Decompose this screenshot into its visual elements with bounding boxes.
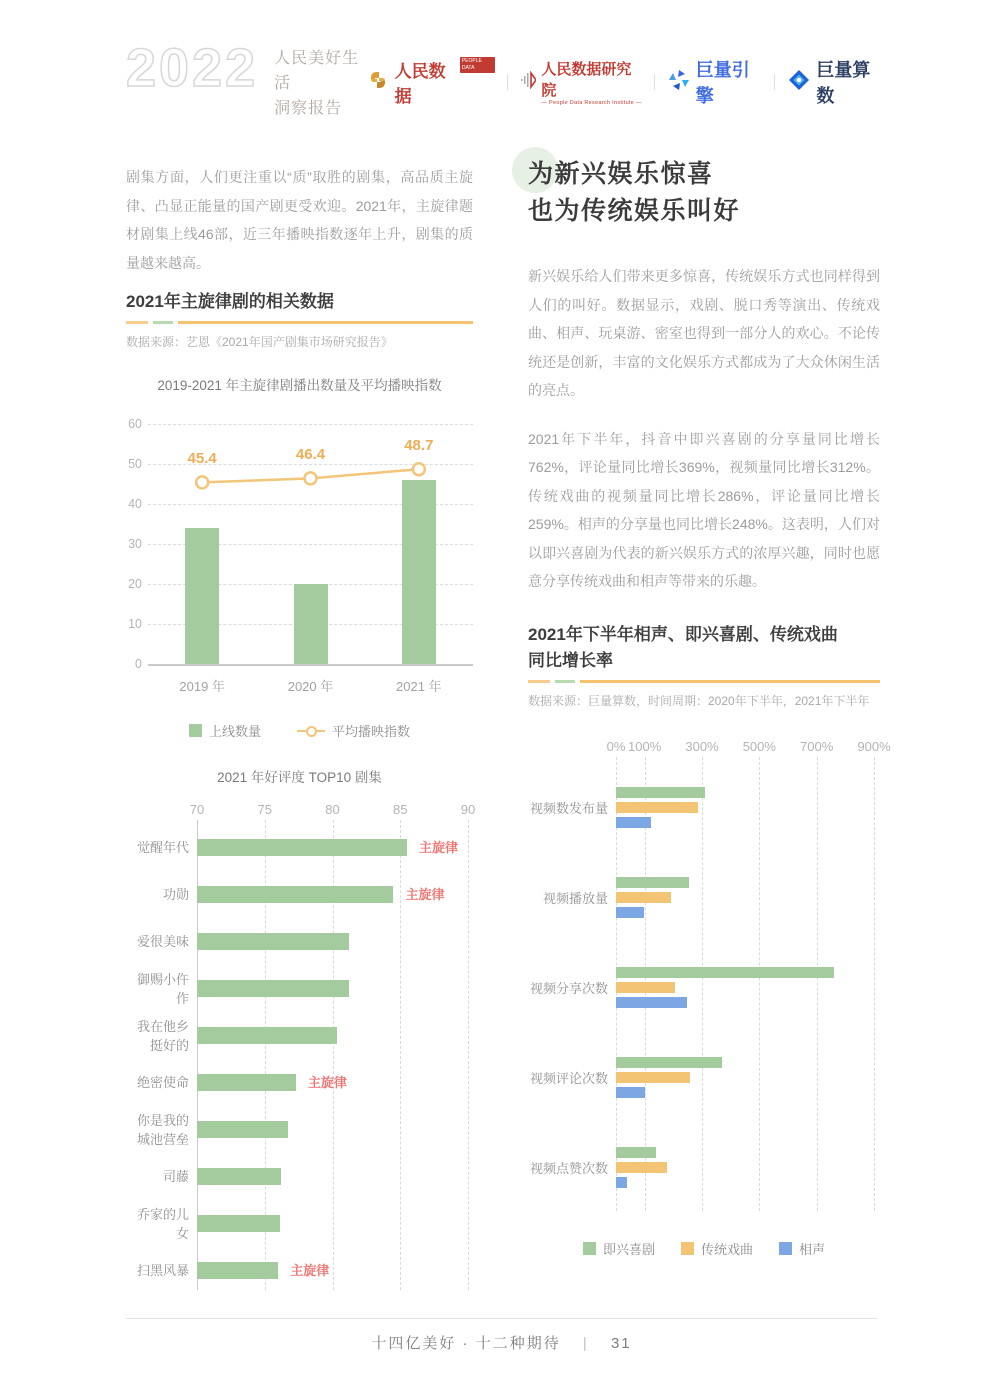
bar-track	[197, 1215, 468, 1232]
category-label: 觉醒年代	[136, 840, 189, 855]
category-label: 你是我的 城池营垒	[136, 1112, 189, 1147]
table-row	[528, 853, 880, 943]
top10-chart-title: 2021 年好评度 TOP10 剧集	[217, 770, 382, 785]
footer-divider: |	[582, 1335, 589, 1352]
line-value-label: 45.4	[187, 450, 217, 468]
bar-track	[197, 1027, 468, 1044]
bar	[616, 817, 651, 828]
bar	[616, 787, 705, 798]
research-institute-subtext: — People Data Research Institute —	[541, 100, 642, 106]
bar	[197, 933, 349, 950]
bar-track	[197, 980, 468, 997]
combo-chart-body	[128, 417, 473, 671]
bar	[616, 877, 689, 888]
underline-segment	[178, 321, 473, 324]
x-tick-label: 700%	[800, 738, 834, 754]
legend-label: 平均播映指数	[332, 724, 411, 739]
x-tick-label: 85	[393, 802, 408, 817]
y-tick-label: 0	[135, 657, 142, 671]
juliang-suanshu-label: 巨量算数	[816, 60, 871, 106]
table-row	[126, 1200, 473, 1247]
category-label: 视频数发布量	[529, 801, 608, 816]
y-tick-label: 10	[128, 617, 142, 631]
table-row	[126, 1059, 473, 1106]
category-label: 爱很美味	[136, 934, 189, 949]
bar	[197, 1074, 296, 1091]
logo-divider	[507, 74, 508, 90]
bar	[197, 1262, 278, 1279]
legend-label: 相声	[799, 1241, 826, 1257]
table-row	[528, 763, 880, 853]
report-title-line2: 洞察报告	[274, 100, 343, 117]
bar	[197, 1168, 281, 1185]
right-section-title-line2: 同比增长率	[528, 650, 613, 670]
bar-track	[197, 839, 468, 856]
highlight-tag: 主旋律	[405, 887, 445, 902]
green-swatch-icon	[189, 724, 202, 737]
bar	[616, 1177, 627, 1188]
combo-chart-title: 2019-2021 年主旋律剧播出数量及平均播映指数	[157, 378, 442, 393]
x-tick-label: 90	[460, 802, 476, 817]
category-label: 视频分享次数	[529, 981, 608, 996]
line-marker-icon	[297, 725, 325, 737]
x-tick-label: 500%	[742, 738, 776, 754]
x-tick-label: 75	[257, 802, 272, 817]
category-label: 扫黑风暴	[136, 1263, 189, 1278]
category-label: 司藤	[162, 1169, 189, 1184]
line-value-label: 48.7	[404, 437, 434, 455]
bar-group	[616, 967, 874, 1008]
combo-legend	[126, 721, 473, 740]
category-label: 视频评论次数	[529, 1071, 608, 1086]
highlight-tag: 主旋律	[290, 1263, 330, 1278]
growth-chart	[528, 738, 891, 1258]
bar	[197, 1121, 288, 1138]
section-heading	[528, 156, 880, 230]
people-data-badge: PEOPLE DATA	[460, 57, 496, 73]
top10-rows	[126, 824, 473, 1294]
growth-legend	[528, 1239, 880, 1258]
right-section-header	[528, 622, 880, 709]
left-section-title: 2021年主旋律剧的相关数据	[126, 292, 334, 311]
category-label: 御赐小仵作	[136, 971, 189, 1006]
x-tick-label: 300%	[685, 738, 719, 754]
x-tick-label: 900%	[857, 738, 891, 754]
underline-segment	[126, 321, 148, 324]
right-data-source: 数据来源：巨量算数，时间周期：2020年下半年，2021年下半年	[528, 693, 870, 708]
report-year: 2022	[126, 38, 259, 98]
growth-x-axis	[606, 738, 891, 755]
top10-x-axis	[189, 802, 476, 818]
y-tick-label: 60	[128, 417, 142, 431]
underline-segment	[580, 680, 880, 683]
legend-item-line	[297, 721, 410, 740]
top10-chart	[126, 766, 476, 1294]
category-label: 绝密使命	[136, 1075, 189, 1090]
highlight-tag: 主旋律	[419, 840, 459, 855]
y-tick-label: 40	[128, 497, 142, 511]
table-row	[528, 1123, 880, 1213]
bar	[616, 1072, 690, 1083]
bar	[616, 982, 675, 993]
highlight-tag: 主旋律	[307, 1075, 347, 1090]
table-row	[528, 943, 880, 1033]
bar-group	[616, 1147, 874, 1188]
table-row	[126, 1012, 473, 1059]
table-row	[126, 965, 473, 1012]
legend-item-crosstalk	[779, 1239, 825, 1258]
table-row	[126, 918, 473, 965]
people-data-label: 人民数据	[394, 62, 446, 106]
x-tick-label: 80	[325, 802, 340, 817]
bar	[616, 1087, 645, 1098]
section-heading-line2: 也为传统娱乐叫好	[528, 197, 741, 225]
page-footer	[126, 1318, 877, 1353]
x-tick-label: 100%	[628, 738, 662, 754]
category-label: 视频播放量	[542, 891, 608, 906]
bar	[616, 1162, 667, 1173]
report-title-line1: 人民美好生活	[274, 50, 360, 92]
combo-x-axis-labels	[148, 676, 473, 695]
bar-track	[197, 1074, 468, 1091]
footer-slogan: 十四亿美好 · 十二种期待	[371, 1335, 561, 1352]
category-label: 乔家的儿女	[136, 1206, 189, 1241]
combo-plot-area	[128, 417, 473, 671]
legend-item-opera	[681, 1239, 753, 1258]
intro-paragraph: 剧集方面，人们更注重以“质”取胜的剧集，高品质主旋律、凸显正能量的国产剧更受欢迎。2021年，主旋律题材剧集上线46部，近三年播映指数逐年上升，剧集的质量越来越高。	[126, 169, 473, 271]
line-value-label: 46.4	[295, 446, 326, 464]
section-underline	[528, 680, 880, 683]
bar-track	[197, 1262, 468, 1279]
category-label: 功勋	[162, 887, 189, 902]
table-row	[528, 1033, 880, 1123]
x-tick-label: 2019 年	[179, 679, 225, 694]
legend-item-bars	[189, 721, 261, 740]
category-label: 我在他乡 挺好的	[136, 1018, 189, 1053]
combo-chart	[126, 374, 473, 740]
x-tick-label: 2021 年	[396, 679, 442, 694]
y-tick-label: 50	[128, 457, 142, 471]
bar	[197, 1027, 337, 1044]
table-row	[126, 1106, 473, 1153]
legend-item-improv	[583, 1239, 655, 1258]
bar	[197, 980, 349, 997]
bar-group	[616, 877, 874, 918]
x-tick-label: 2020 年	[287, 679, 334, 694]
table-row	[126, 1153, 473, 1200]
bar-track	[197, 1121, 468, 1138]
legend-label: 上线数量	[208, 724, 261, 739]
underline-segment	[153, 321, 173, 324]
left-data-source: 数据来源：艺恩《2021年国产剧集市场研究报告》	[126, 335, 393, 349]
yellow-swatch-icon	[681, 1242, 694, 1255]
page-number: 31	[610, 1335, 632, 1352]
bar	[197, 886, 393, 903]
right-section-title-line1: 2021年下半年相声、即兴喜剧、传统戏曲	[528, 624, 838, 644]
growth-rows	[528, 763, 880, 1213]
table-row	[126, 871, 473, 918]
bar	[616, 892, 671, 903]
green-swatch-icon	[583, 1242, 596, 1255]
bar	[616, 1057, 722, 1068]
bar-track	[197, 933, 468, 950]
y-tick-label: 30	[128, 537, 142, 551]
bar-group	[616, 787, 874, 828]
underline-segment	[555, 680, 575, 683]
bar	[197, 839, 407, 856]
left-column	[126, 0, 476, 1294]
research-institute-label: 人民数据研究院	[541, 61, 632, 99]
right-column	[528, 0, 891, 1258]
body-paragraph-2: 2021年下半年，抖音中即兴喜剧的分享量同比增长762%，评论量同比增长369%，视频量同比增长312%。传统戏曲的视频量同比增长286%，评论量同比增长259%。相声的分享量也同比增长248%。这表明，人们对以即兴喜剧为代表的新兴娱乐方式的浓厚兴趣，同时也愿意分享传统戏曲和相声等带来的乐趣。	[528, 430, 880, 589]
bar-track	[197, 1168, 468, 1185]
y-tick-label: 20	[128, 577, 142, 591]
table-row	[126, 1247, 473, 1294]
category-label: 视频点赞次数	[529, 1161, 608, 1176]
legend-label: 传统戏曲	[700, 1241, 753, 1257]
bar-track	[197, 886, 468, 903]
oceanengine-label: 巨量引擎	[695, 60, 750, 106]
section-underline	[126, 321, 473, 324]
body-paragraph-1: 新兴娱乐给人们带来更多惊喜，传统娱乐方式也同样得到人们的叫好。数据显示，戏剧、脱口秀等演出、传统戏曲、相声、玩桌游、密室也得到一部分人的欢心。不论传统还是创新，丰富的文化娱乐方式都成为了大众休闲生活的亮点。	[528, 268, 880, 398]
bar	[616, 907, 644, 918]
bar-group	[616, 1057, 874, 1098]
x-tick-label: 70	[189, 802, 205, 817]
blue-swatch-icon	[779, 1242, 792, 1255]
bar	[197, 1215, 280, 1232]
x-tick-label: 0%	[606, 738, 626, 754]
underline-segment	[528, 680, 550, 683]
left-section-header	[126, 289, 473, 350]
legend-label: 即兴喜剧	[602, 1241, 655, 1257]
bar	[616, 967, 834, 978]
bar	[616, 802, 698, 813]
section-heading-line1: 为新兴娱乐惊喜	[528, 160, 714, 188]
bar	[616, 1147, 656, 1158]
bar	[616, 997, 687, 1008]
table-row	[126, 824, 473, 871]
